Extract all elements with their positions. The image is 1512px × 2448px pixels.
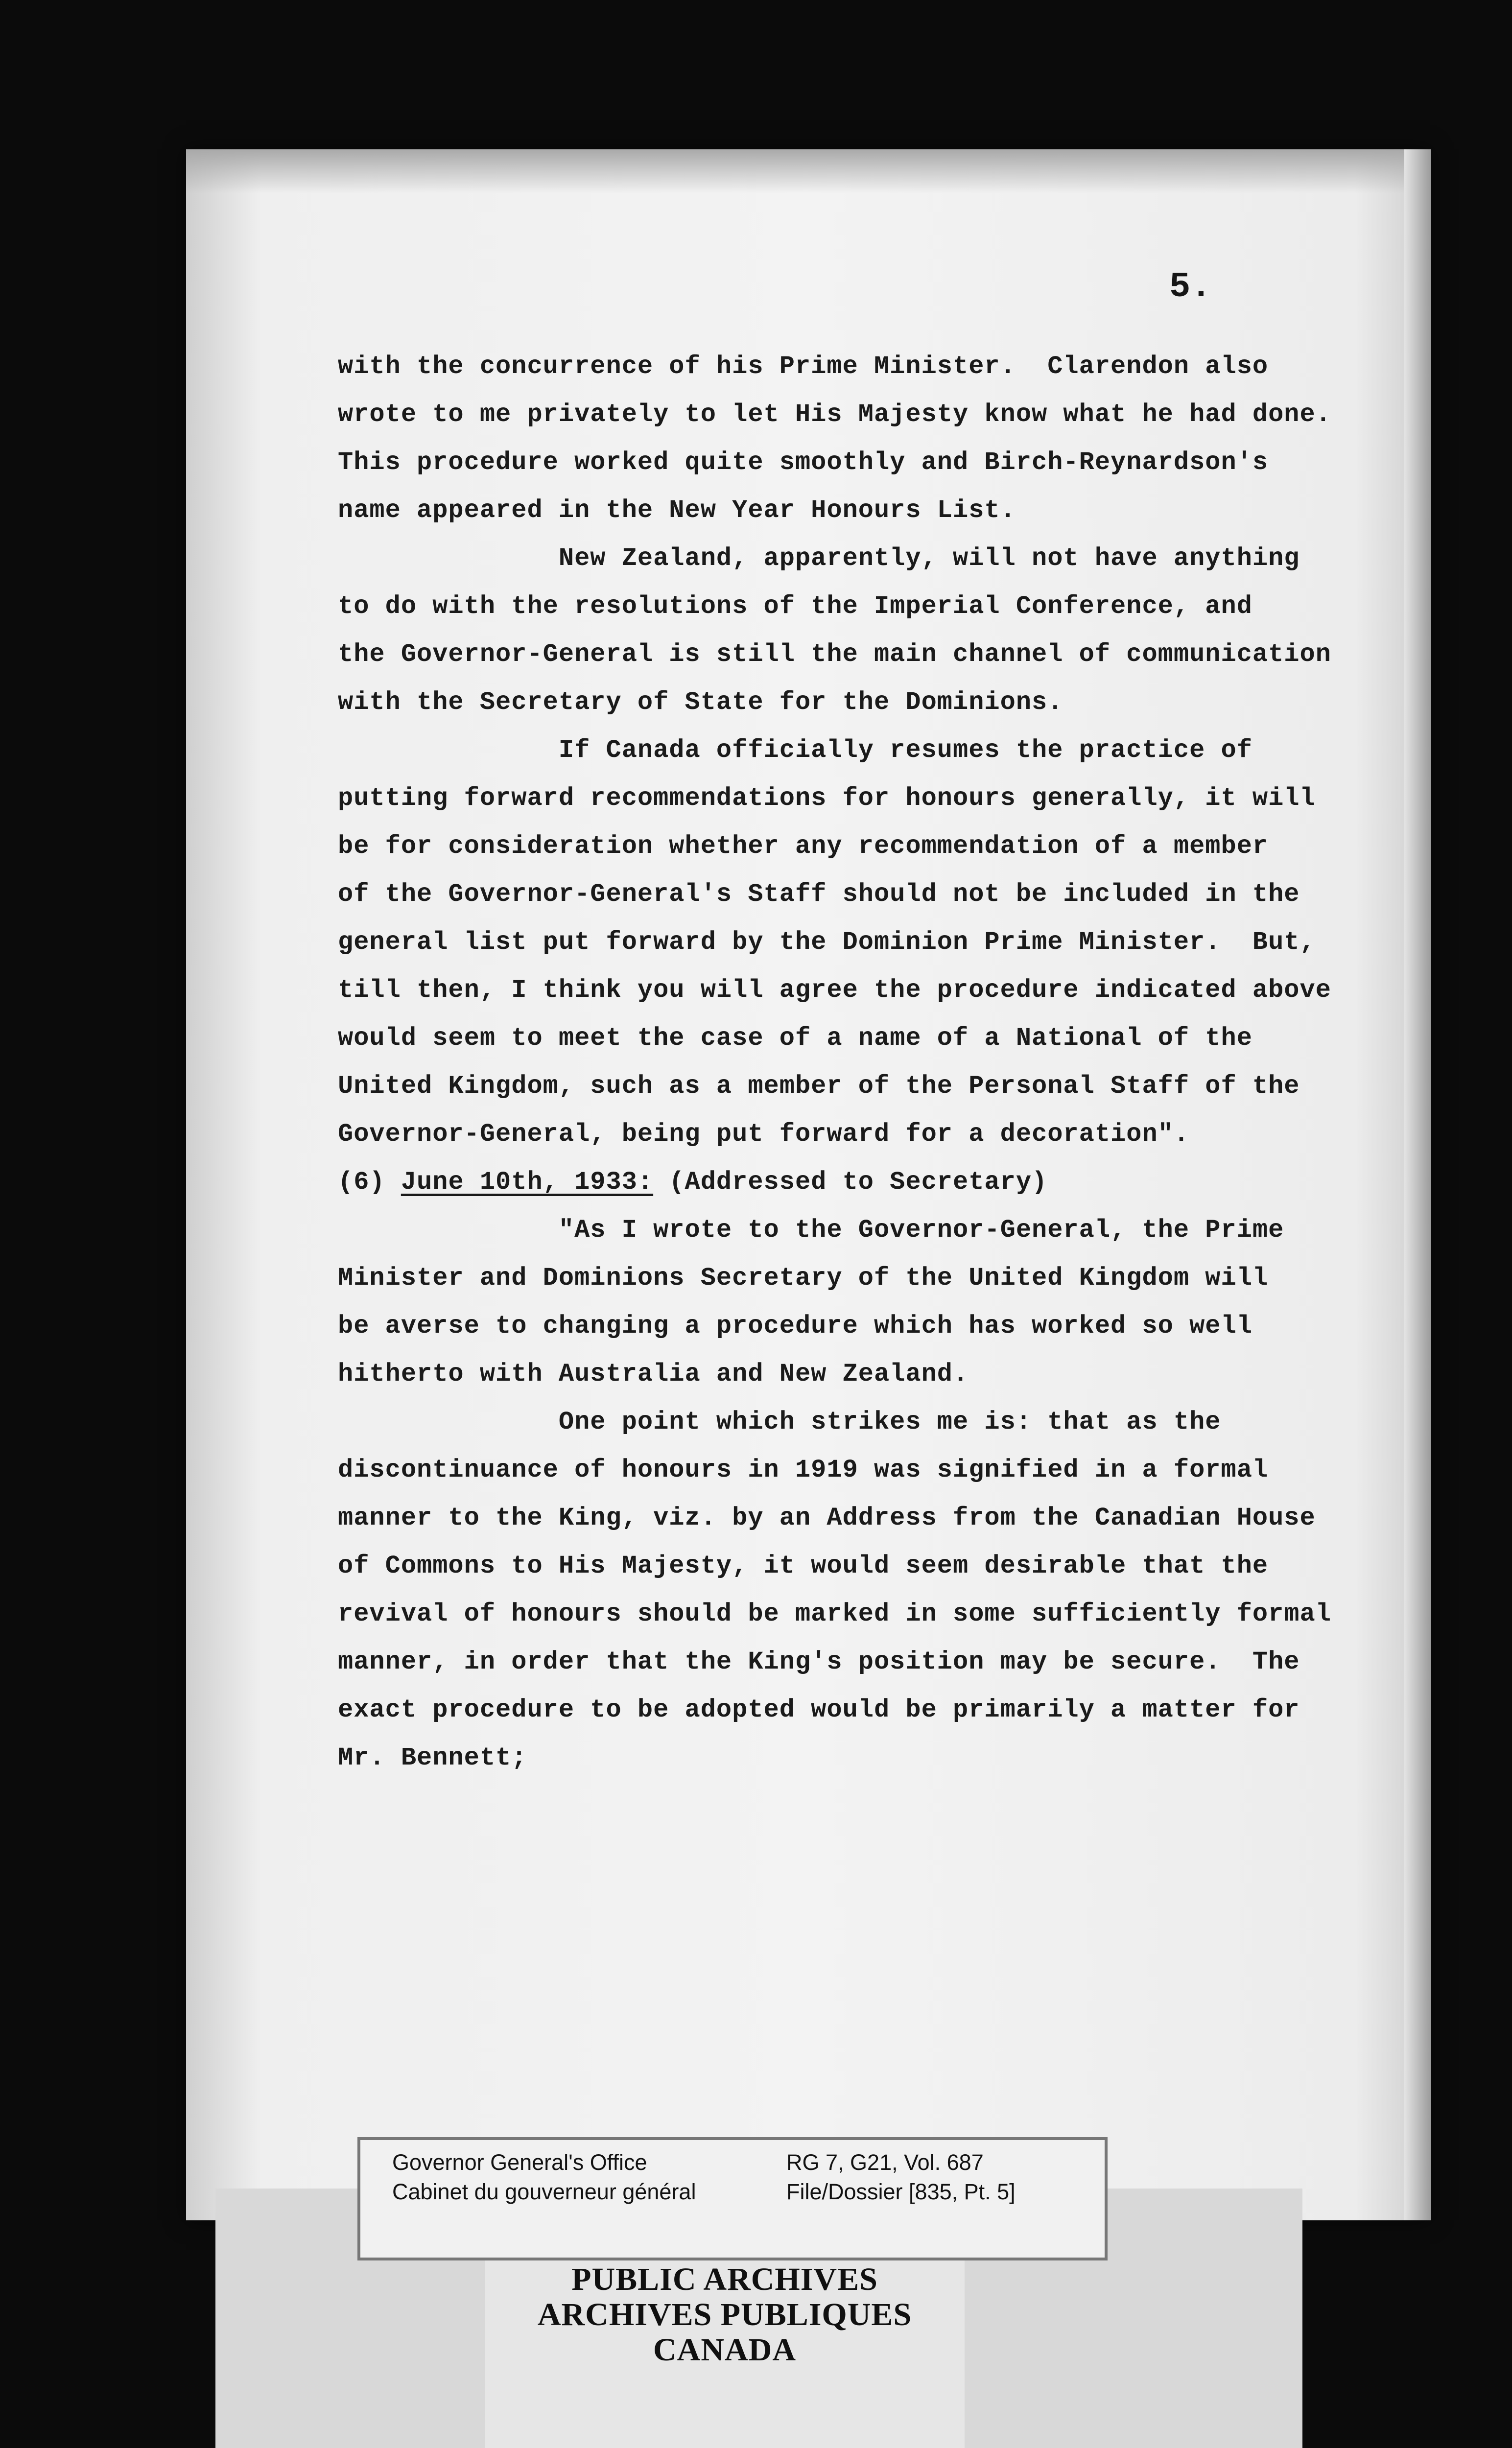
- section-label: (6): [338, 1168, 401, 1197]
- text-line: revival of honours should be marked in some sufficiently formal: [338, 1600, 1331, 1628]
- stamp-line-canada: CANADA: [653, 2332, 796, 2368]
- section-note: (Addressed to Secretary): [653, 1168, 1048, 1197]
- section-date: June 10th, 1933:: [401, 1168, 654, 1197]
- text-line: exact procedure to be adopted would be primarily a matter for: [338, 1695, 1300, 1724]
- text-line: name appeared in the New Year Honours List.: [338, 496, 1016, 525]
- text-line: Mr. Bennett;: [338, 1743, 527, 1772]
- page-number: 5.: [1169, 267, 1212, 307]
- archives-stamp: [485, 2262, 965, 2368]
- text-line: "As I wrote to the Governor-General, the Prime: [338, 1216, 1284, 1245]
- text-line: with the concurrence of his Prime Minister. Clarendon also: [338, 352, 1269, 381]
- text-line: be averse to changing a procedure which has worked so well: [338, 1312, 1252, 1341]
- text-line: discontinuance of honours in 1919 was signified in a formal: [338, 1456, 1269, 1484]
- file-dossier-ref: File/Dossier [835, Pt. 5]: [786, 2179, 1016, 2204]
- stamp-line-archives-publiques: ARCHIVES PUBLIQUES: [537, 2297, 912, 2332]
- text-line: be for consideration whether any recommendation of a member: [338, 832, 1269, 861]
- text-line: If Canada officially resumes the practice of: [338, 736, 1252, 765]
- text-line: hitherto with Australia and New Zealand.: [338, 1360, 969, 1389]
- text-line: putting forward recommendations for honours generally, it will: [338, 784, 1316, 813]
- text-line: the Governor-General is still the main channel of communication: [338, 640, 1331, 669]
- text-line: general list put forward by the Dominion Prime Minister. But,: [338, 928, 1316, 957]
- page-edge: [1404, 149, 1431, 2220]
- stamp-line-public-archives: PUBLIC ARCHIVES: [571, 2261, 878, 2297]
- text-line: of the Governor-General's Staff should not be included in the: [338, 880, 1300, 909]
- letter-body: [338, 343, 1381, 1782]
- text-line: This procedure worked quite smoothly and Birch-Reynardson's: [338, 448, 1269, 477]
- text-line: of Commons to His Majesty, it would seem desirable that the: [338, 1552, 1269, 1580]
- office-name-en: Governor General's Office: [392, 2150, 647, 2175]
- text-line: Minister and Dominions Secretary of the United Kingdom will: [338, 1264, 1269, 1293]
- text-line: United Kingdom, such as a member of the Personal Staff of the: [338, 1072, 1300, 1101]
- archive-reference-card: [357, 2137, 1108, 2260]
- text-line: manner, in order that the King's position may be secure. The: [338, 1648, 1300, 1676]
- text-line: manner to the King, viz. by an Address from the Canadian House: [338, 1504, 1316, 1532]
- text-line: with the Secretary of State for the Dominions.: [338, 688, 1063, 717]
- text-line: to do with the resolutions of the Imperial Conference, and: [338, 592, 1252, 621]
- text-line: would seem to meet the case of a name of a National of the: [338, 1024, 1252, 1053]
- office-name-fr: Cabinet du gouverneur général: [392, 2179, 696, 2204]
- text-line: Governor-General, being put forward for a decoration".: [338, 1120, 1190, 1149]
- section-heading: [338, 1158, 1381, 1206]
- text-line: wrote to me privately to let His Majesty know what he had done.: [338, 400, 1331, 429]
- record-group-ref: RG 7, G21, Vol. 687: [786, 2150, 984, 2175]
- text-line: New Zealand, apparently, will not have anything: [338, 544, 1300, 573]
- text-line: One point which strikes me is: that as the: [338, 1408, 1221, 1436]
- text-line: till then, I think you will agree the procedure indicated above: [338, 976, 1331, 1005]
